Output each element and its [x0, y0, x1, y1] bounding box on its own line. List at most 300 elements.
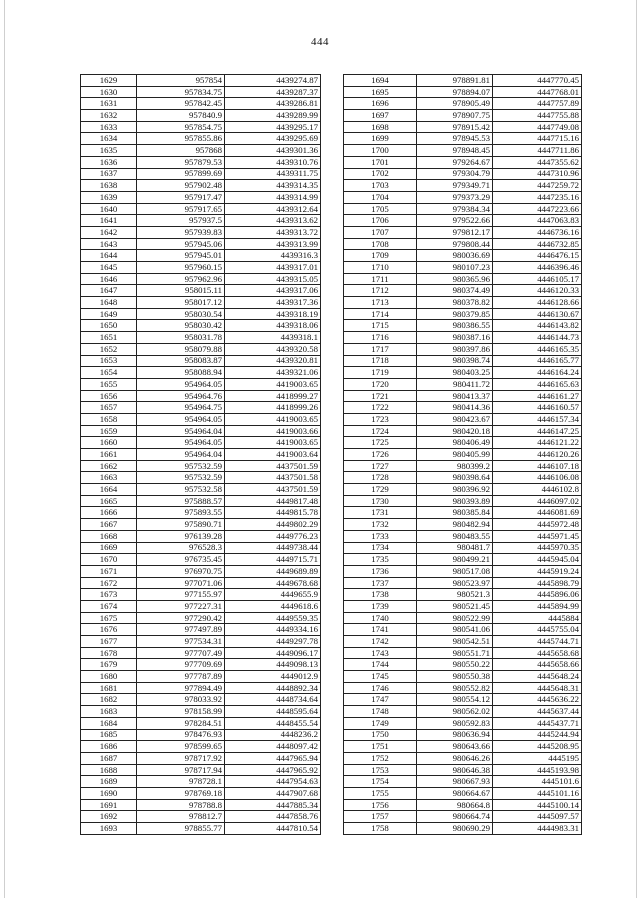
- point-number-cell: 1630: [81, 86, 137, 98]
- table-row: [344, 460, 582, 472]
- point-number-cell: 1683: [81, 706, 137, 718]
- x-coordinate-cell: 975888.57: [137, 495, 225, 507]
- table-row: [344, 203, 582, 215]
- y-coordinate-cell: 4439274.87: [225, 75, 321, 87]
- point-number-cell: 1679: [81, 659, 137, 671]
- x-coordinate-cell: 978476.93: [137, 729, 225, 741]
- table-row: [344, 589, 582, 601]
- table-row: [81, 297, 321, 309]
- y-coordinate-cell: 4439317.06: [225, 285, 321, 297]
- x-coordinate-cell: 957962.96: [137, 273, 225, 285]
- x-coordinate-cell: 980393.89: [417, 495, 493, 507]
- table-row: [344, 717, 582, 729]
- y-coordinate-cell: 4449815.78: [225, 507, 321, 519]
- y-coordinate-cell: 4444983.31: [493, 823, 582, 835]
- table-row: [344, 799, 582, 811]
- table-row: [81, 811, 321, 823]
- point-number-cell: 1646: [81, 273, 137, 285]
- x-coordinate-cell: 980664.74: [417, 811, 493, 823]
- point-number-cell: 1716: [344, 332, 417, 344]
- y-coordinate-cell: 4439310.76: [225, 156, 321, 168]
- table-row: [81, 343, 321, 355]
- y-coordinate-cell: 4439295.69: [225, 133, 321, 145]
- x-coordinate-cell: 957939.83: [137, 226, 225, 238]
- y-coordinate-cell: 4447063.83: [493, 215, 582, 227]
- table-row: [81, 460, 321, 472]
- y-coordinate-cell: 4446160.57: [493, 402, 582, 414]
- table-row: [81, 694, 321, 706]
- point-number-cell: 1742: [344, 636, 417, 648]
- x-coordinate-cell: 980374.49: [417, 285, 493, 297]
- point-number-cell: 1653: [81, 355, 137, 367]
- x-coordinate-cell: 980552.82: [417, 682, 493, 694]
- point-number-cell: 1677: [81, 636, 137, 648]
- point-number-cell: 1732: [344, 519, 417, 531]
- y-coordinate-cell: 4447770.45: [493, 75, 582, 87]
- table-row: [81, 554, 321, 566]
- y-coordinate-cell: 4445755.04: [493, 624, 582, 636]
- y-coordinate-cell: 4446120.26: [493, 449, 582, 461]
- point-number-cell: 1750: [344, 729, 417, 741]
- y-coordinate-cell: 4447715.16: [493, 133, 582, 145]
- y-coordinate-cell: 4445972.48: [493, 519, 582, 531]
- y-coordinate-cell: 4445101.6: [493, 776, 582, 788]
- point-number-cell: 1681: [81, 682, 137, 694]
- x-coordinate-cell: 980107.23: [417, 262, 493, 274]
- x-coordinate-cell: 980521.45: [417, 600, 493, 612]
- point-number-cell: 1711: [344, 273, 417, 285]
- point-number-cell: 1684: [81, 717, 137, 729]
- table-row: [81, 86, 321, 98]
- x-coordinate-cell: 980414.36: [417, 402, 493, 414]
- y-coordinate-cell: 4446143.82: [493, 320, 582, 332]
- x-coordinate-cell: 980483.55: [417, 530, 493, 542]
- x-coordinate-cell: 957879.53: [137, 156, 225, 168]
- x-coordinate-cell: 980397.86: [417, 343, 493, 355]
- point-number-cell: 1724: [344, 425, 417, 437]
- point-number-cell: 1735: [344, 554, 417, 566]
- point-number-cell: 1713: [344, 297, 417, 309]
- x-coordinate-cell: 980413.37: [417, 390, 493, 402]
- x-coordinate-cell: 980411.72: [417, 378, 493, 390]
- y-coordinate-cell: 4439287.37: [225, 86, 321, 98]
- table-row: [344, 273, 582, 285]
- table-row: [81, 180, 321, 192]
- table-row: [81, 110, 321, 122]
- table-row: [344, 332, 582, 344]
- point-number-cell: 1663: [81, 472, 137, 484]
- table-row: [81, 729, 321, 741]
- x-coordinate-cell: 979264.67: [417, 156, 493, 168]
- table-row: [81, 285, 321, 297]
- x-coordinate-cell: 980646.26: [417, 752, 493, 764]
- x-coordinate-cell: 954964.75: [137, 402, 225, 414]
- table-row: [344, 320, 582, 332]
- x-coordinate-cell: 980521.3: [417, 589, 493, 601]
- point-number-cell: 1692: [81, 811, 137, 823]
- table-row: [344, 764, 582, 776]
- x-coordinate-cell: 980636.94: [417, 729, 493, 741]
- point-number-cell: 1700: [344, 145, 417, 157]
- point-number-cell: 1654: [81, 367, 137, 379]
- table-row: [344, 484, 582, 496]
- x-coordinate-cell: 977155.97: [137, 589, 225, 601]
- y-coordinate-cell: 4446161.27: [493, 390, 582, 402]
- y-coordinate-cell: 4446396.46: [493, 262, 582, 274]
- table-row: [344, 706, 582, 718]
- x-coordinate-cell: 980396.92: [417, 484, 493, 496]
- point-number-cell: 1669: [81, 542, 137, 554]
- y-coordinate-cell: 4439318.1: [225, 332, 321, 344]
- y-coordinate-cell: 4446128.66: [493, 297, 582, 309]
- point-number-cell: 1638: [81, 180, 137, 192]
- x-coordinate-cell: 957855.86: [137, 133, 225, 145]
- x-coordinate-cell: 954964.04: [137, 425, 225, 437]
- y-coordinate-cell: 4419003.64: [225, 449, 321, 461]
- table-row: [344, 530, 582, 542]
- y-coordinate-cell: 4449678.68: [225, 577, 321, 589]
- point-number-cell: 1746: [344, 682, 417, 694]
- table-row: [81, 612, 321, 624]
- x-coordinate-cell: 954964.05: [137, 413, 225, 425]
- table-row: [344, 86, 582, 98]
- point-number-cell: 1676: [81, 624, 137, 636]
- y-coordinate-cell: 4449776.23: [225, 530, 321, 542]
- point-number-cell: 1744: [344, 659, 417, 671]
- x-coordinate-cell: 978717.92: [137, 752, 225, 764]
- point-number-cell: 1693: [81, 823, 137, 835]
- y-coordinate-cell: 4446107.18: [493, 460, 582, 472]
- table-row: [344, 682, 582, 694]
- point-number-cell: 1722: [344, 402, 417, 414]
- x-coordinate-cell: 976139.28: [137, 530, 225, 542]
- point-number-cell: 1747: [344, 694, 417, 706]
- x-coordinate-cell: 980550.22: [417, 659, 493, 671]
- x-coordinate-cell: 957917.47: [137, 191, 225, 203]
- x-coordinate-cell: 957834.75: [137, 86, 225, 98]
- x-coordinate-cell: 980420.18: [417, 425, 493, 437]
- x-coordinate-cell: 977787.89: [137, 671, 225, 683]
- point-number-cell: 1755: [344, 787, 417, 799]
- point-number-cell: 1740: [344, 612, 417, 624]
- table-row: [81, 600, 321, 612]
- x-coordinate-cell: 957854: [137, 75, 225, 87]
- x-coordinate-cell: 978945.53: [417, 133, 493, 145]
- y-coordinate-cell: 4446102.8: [493, 484, 582, 496]
- point-number-cell: 1729: [344, 484, 417, 496]
- y-coordinate-cell: 4446105.17: [493, 273, 582, 285]
- y-coordinate-cell: 4439318.19: [225, 308, 321, 320]
- point-number-cell: 1709: [344, 250, 417, 262]
- y-coordinate-cell: 4445437.71: [493, 717, 582, 729]
- y-coordinate-cell: 4439314.99: [225, 191, 321, 203]
- table-row: [344, 507, 582, 519]
- x-coordinate-cell: 980482.94: [417, 519, 493, 531]
- table-row: [81, 250, 321, 262]
- point-number-cell: 1688: [81, 764, 137, 776]
- point-number-cell: 1662: [81, 460, 137, 472]
- x-coordinate-cell: 958079.88: [137, 343, 225, 355]
- x-coordinate-cell: 980517.08: [417, 565, 493, 577]
- y-coordinate-cell: 4419003.66: [225, 425, 321, 437]
- x-coordinate-cell: 978599.65: [137, 741, 225, 753]
- point-number-cell: 1743: [344, 647, 417, 659]
- y-coordinate-cell: 4447259.72: [493, 180, 582, 192]
- table-row: [344, 402, 582, 414]
- y-coordinate-cell: 4439301.36: [225, 145, 321, 157]
- table-row: [344, 823, 582, 835]
- point-number-cell: 1723: [344, 413, 417, 425]
- x-coordinate-cell: 954964.05: [137, 437, 225, 449]
- x-coordinate-cell: 980386.55: [417, 320, 493, 332]
- y-coordinate-cell: 4448236.2: [225, 729, 321, 741]
- table-row: [81, 787, 321, 799]
- point-number-cell: 1695: [344, 86, 417, 98]
- x-coordinate-cell: 958030.42: [137, 320, 225, 332]
- y-coordinate-cell: 4447954.63: [225, 776, 321, 788]
- table-row: [344, 811, 582, 823]
- table-row: [81, 332, 321, 344]
- table-row: [81, 671, 321, 683]
- point-number-cell: 1734: [344, 542, 417, 554]
- y-coordinate-cell: 4446165.63: [493, 378, 582, 390]
- y-coordinate-cell: 4418999.26: [225, 402, 321, 414]
- y-coordinate-cell: 4448892.34: [225, 682, 321, 694]
- y-coordinate-cell: 4445970.35: [493, 542, 582, 554]
- y-coordinate-cell: 4449618.6: [225, 600, 321, 612]
- point-number-cell: 1720: [344, 378, 417, 390]
- y-coordinate-cell: 4439315.05: [225, 273, 321, 285]
- point-number-cell: 1687: [81, 752, 137, 764]
- table-row: [81, 168, 321, 180]
- point-number-cell: 1641: [81, 215, 137, 227]
- table-row: [81, 823, 321, 835]
- y-coordinate-cell: 4448097.42: [225, 741, 321, 753]
- point-number-cell: 1741: [344, 624, 417, 636]
- y-coordinate-cell: 4439295.17: [225, 121, 321, 133]
- point-number-cell: 1690: [81, 787, 137, 799]
- table-row: [81, 402, 321, 414]
- point-number-cell: 1701: [344, 156, 417, 168]
- point-number-cell: 1633: [81, 121, 137, 133]
- y-coordinate-cell: 4447965.94: [225, 752, 321, 764]
- table-row: [344, 133, 582, 145]
- x-coordinate-cell: 978915.42: [417, 121, 493, 133]
- y-coordinate-cell: 4445744.71: [493, 636, 582, 648]
- x-coordinate-cell: 957842.45: [137, 98, 225, 110]
- x-coordinate-cell: 979384.34: [417, 203, 493, 215]
- x-coordinate-cell: 976735.45: [137, 554, 225, 566]
- y-coordinate-cell: 4448734.64: [225, 694, 321, 706]
- x-coordinate-cell: 957840.9: [137, 110, 225, 122]
- y-coordinate-cell: 4449655.9: [225, 589, 321, 601]
- point-number-cell: 1705: [344, 203, 417, 215]
- table-row: [344, 752, 582, 764]
- x-coordinate-cell: 980522.99: [417, 612, 493, 624]
- table-row: [344, 343, 582, 355]
- x-coordinate-cell: 976528.3: [137, 542, 225, 554]
- table-row: [81, 98, 321, 110]
- table-row: [344, 565, 582, 577]
- table-row: [81, 717, 321, 729]
- table-row: [81, 390, 321, 402]
- y-coordinate-cell: 4439317.36: [225, 297, 321, 309]
- y-coordinate-cell: 4446106.08: [493, 472, 582, 484]
- point-number-cell: 1718: [344, 355, 417, 367]
- x-coordinate-cell: 980036.69: [417, 250, 493, 262]
- table-row: [81, 741, 321, 753]
- y-coordinate-cell: 4446732.85: [493, 238, 582, 250]
- point-number-cell: 1730: [344, 495, 417, 507]
- y-coordinate-cell: 4445636.22: [493, 694, 582, 706]
- x-coordinate-cell: 958017.12: [137, 297, 225, 309]
- y-coordinate-cell: 4445193.98: [493, 764, 582, 776]
- x-coordinate-cell: 978891.81: [417, 75, 493, 87]
- point-number-cell: 1666: [81, 507, 137, 519]
- coordinates-table-right-body: [344, 75, 582, 835]
- y-coordinate-cell: 4447749.08: [493, 121, 582, 133]
- point-number-cell: 1715: [344, 320, 417, 332]
- table-row: [81, 133, 321, 145]
- table-row: [344, 308, 582, 320]
- table-row: [344, 390, 582, 402]
- y-coordinate-cell: 4445945.04: [493, 554, 582, 566]
- x-coordinate-cell: 958083.87: [137, 355, 225, 367]
- table-row: [344, 297, 582, 309]
- table-row: [344, 367, 582, 379]
- point-number-cell: 1673: [81, 589, 137, 601]
- y-coordinate-cell: 4445884: [493, 612, 582, 624]
- y-coordinate-cell: 4447965.92: [225, 764, 321, 776]
- point-number-cell: 1634: [81, 133, 137, 145]
- point-number-cell: 1668: [81, 530, 137, 542]
- table-row: [81, 449, 321, 461]
- y-coordinate-cell: 4447885.34: [225, 799, 321, 811]
- x-coordinate-cell: 977497.89: [137, 624, 225, 636]
- point-number-cell: 1629: [81, 75, 137, 87]
- y-coordinate-cell: 4447768.01: [493, 86, 582, 98]
- point-number-cell: 1737: [344, 577, 417, 589]
- point-number-cell: 1706: [344, 215, 417, 227]
- point-number-cell: 1745: [344, 671, 417, 683]
- x-coordinate-cell: 978728.1: [137, 776, 225, 788]
- x-coordinate-cell: 979373.29: [417, 191, 493, 203]
- y-coordinate-cell: 4439312.64: [225, 203, 321, 215]
- x-coordinate-cell: 980403.25: [417, 367, 493, 379]
- table-row: [344, 776, 582, 788]
- table-row: [344, 355, 582, 367]
- table-row: [81, 776, 321, 788]
- point-number-cell: 1754: [344, 776, 417, 788]
- x-coordinate-cell: 980541.06: [417, 624, 493, 636]
- x-coordinate-cell: 980398.64: [417, 472, 493, 484]
- y-coordinate-cell: 4449096.17: [225, 647, 321, 659]
- coordinates-table-left: [80, 74, 321, 835]
- table-row: [81, 355, 321, 367]
- point-number-cell: 1682: [81, 694, 137, 706]
- y-coordinate-cell: 4439318.06: [225, 320, 321, 332]
- x-coordinate-cell: 979304.79: [417, 168, 493, 180]
- table-row: [344, 519, 582, 531]
- y-coordinate-cell: 4439289.99: [225, 110, 321, 122]
- point-number-cell: 1640: [81, 203, 137, 215]
- y-coordinate-cell: 4447711.86: [493, 145, 582, 157]
- x-coordinate-cell: 980667.93: [417, 776, 493, 788]
- y-coordinate-cell: 4446165.35: [493, 343, 582, 355]
- point-number-cell: 1645: [81, 262, 137, 274]
- point-number-cell: 1738: [344, 589, 417, 601]
- point-number-cell: 1753: [344, 764, 417, 776]
- x-coordinate-cell: 979349.71: [417, 180, 493, 192]
- x-coordinate-cell: 978788.8: [137, 799, 225, 811]
- y-coordinate-cell: 4445658.68: [493, 647, 582, 659]
- table-row: [81, 484, 321, 496]
- point-number-cell: 1757: [344, 811, 417, 823]
- x-coordinate-cell: 957902.48: [137, 180, 225, 192]
- y-coordinate-cell: 4419003.65: [225, 437, 321, 449]
- x-coordinate-cell: 957899.69: [137, 168, 225, 180]
- point-number-cell: 1736: [344, 565, 417, 577]
- point-number-cell: 1660: [81, 437, 137, 449]
- point-number-cell: 1702: [344, 168, 417, 180]
- point-number-cell: 1758: [344, 823, 417, 835]
- table-row: [344, 554, 582, 566]
- y-coordinate-cell: 4449098.13: [225, 659, 321, 671]
- table-row: [81, 367, 321, 379]
- x-coordinate-cell: 976970.75: [137, 565, 225, 577]
- point-number-cell: 1680: [81, 671, 137, 683]
- y-coordinate-cell: 4449715.71: [225, 554, 321, 566]
- x-coordinate-cell: 957945.01: [137, 250, 225, 262]
- y-coordinate-cell: 4445637.44: [493, 706, 582, 718]
- point-number-cell: 1652: [81, 343, 137, 355]
- table-row: [344, 624, 582, 636]
- table-row: [81, 519, 321, 531]
- x-coordinate-cell: 978812.7: [137, 811, 225, 823]
- y-coordinate-cell: 4449334.16: [225, 624, 321, 636]
- x-coordinate-cell: 980387.16: [417, 332, 493, 344]
- point-number-cell: 1726: [344, 449, 417, 461]
- x-coordinate-cell: 979812.17: [417, 226, 493, 238]
- y-coordinate-cell: 4419003.65: [225, 378, 321, 390]
- table-row: [344, 156, 582, 168]
- x-coordinate-cell: 977707.49: [137, 647, 225, 659]
- y-coordinate-cell: 4445658.66: [493, 659, 582, 671]
- y-coordinate-cell: 4446144.73: [493, 332, 582, 344]
- table-row: [344, 636, 582, 648]
- table-row: [81, 156, 321, 168]
- point-number-cell: 1731: [344, 507, 417, 519]
- x-coordinate-cell: 980646.38: [417, 764, 493, 776]
- x-coordinate-cell: 978948.45: [417, 145, 493, 157]
- y-coordinate-cell: 4446097.02: [493, 495, 582, 507]
- table-row: [344, 121, 582, 133]
- table-row: [81, 226, 321, 238]
- point-number-cell: 1667: [81, 519, 137, 531]
- x-coordinate-cell: 978284.51: [137, 717, 225, 729]
- table-row: [81, 495, 321, 507]
- y-coordinate-cell: 4448595.64: [225, 706, 321, 718]
- x-coordinate-cell: 980562.02: [417, 706, 493, 718]
- table-row: [344, 238, 582, 250]
- x-coordinate-cell: 958088.94: [137, 367, 225, 379]
- table-row: [81, 145, 321, 157]
- table-row: [81, 308, 321, 320]
- table-row: [344, 577, 582, 589]
- point-number-cell: 1649: [81, 308, 137, 320]
- x-coordinate-cell: 977227.31: [137, 600, 225, 612]
- point-number-cell: 1717: [344, 343, 417, 355]
